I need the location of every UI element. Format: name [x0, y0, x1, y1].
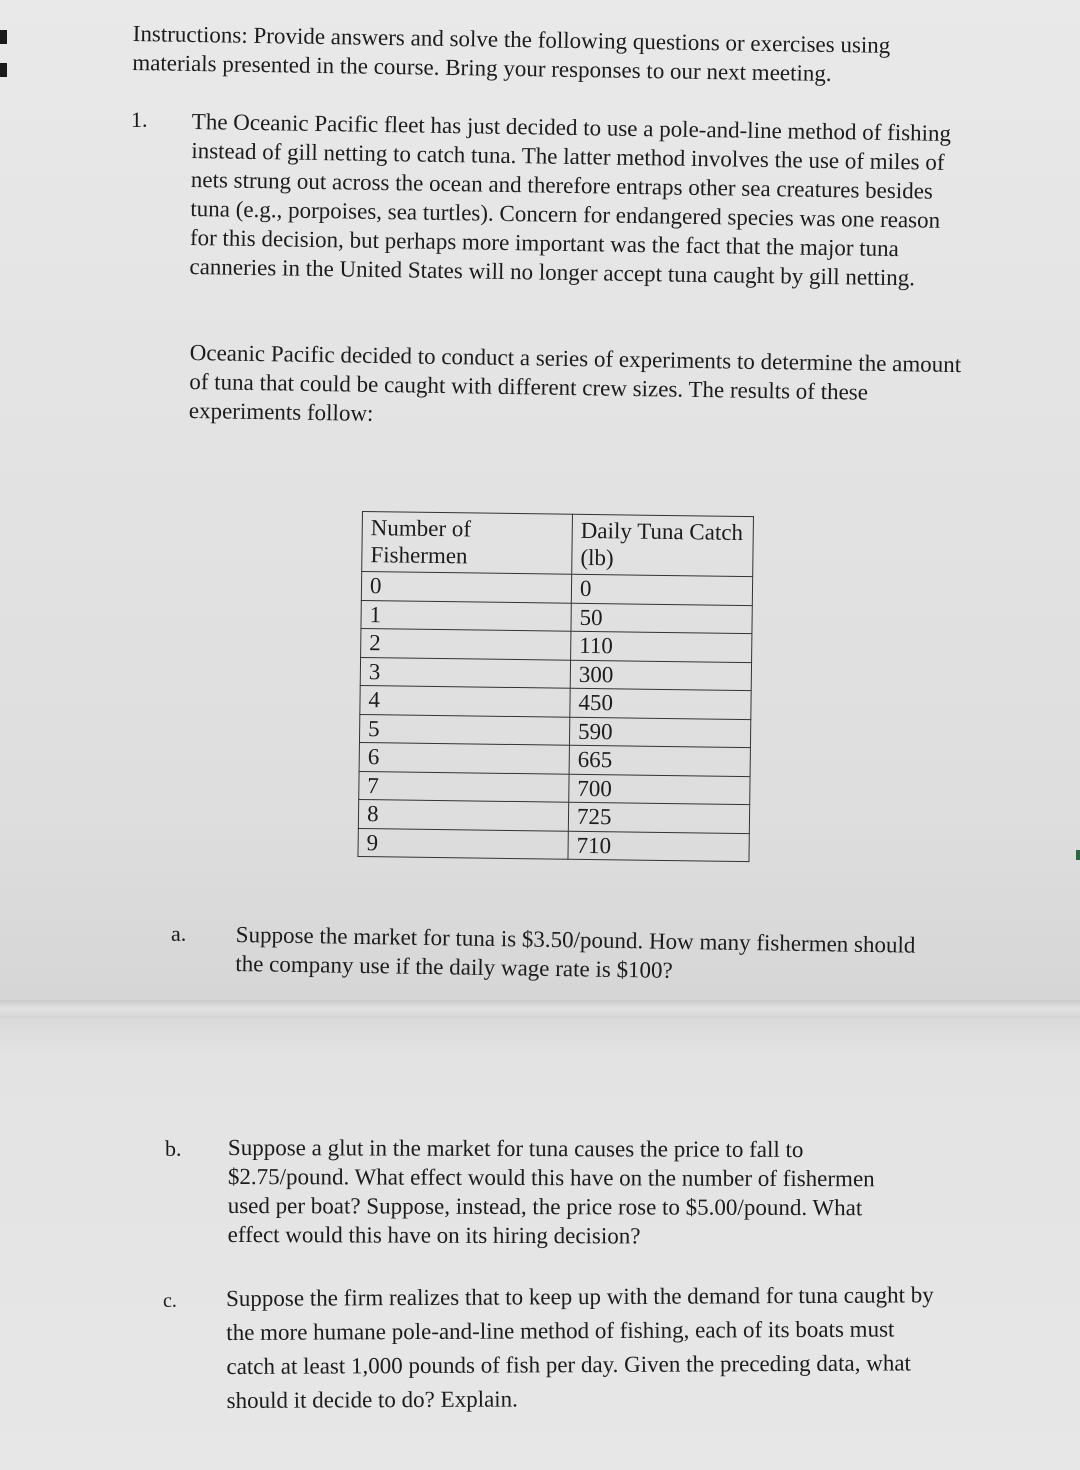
cell-fishermen: 3: [360, 657, 570, 688]
cell-catch: 50: [571, 603, 752, 634]
binder-mark: [0, 30, 7, 44]
cell-fishermen: 2: [361, 628, 571, 659]
cell-catch: 725: [568, 802, 749, 833]
binder-mark: [0, 63, 7, 77]
instructions-text: Instructions: Provide answers and solve the following questions or exercises using materials presented in the course. Bring your responses to our next meeting.: [132, 20, 891, 86]
cell-catch: 110: [571, 631, 752, 662]
catch-table-container: [357, 511, 753, 862]
cell-catch: 665: [569, 745, 750, 776]
question-a-label: a.: [171, 921, 187, 946]
question-c-label: c.: [163, 1290, 177, 1312]
question-b-text: Suppose a glut in the market for tuna causes the price to fall to $2.75/pound. What effect would this have on the number of fishermen used per boat? Suppose, instead, the price rose to $5.00/pound. What effect would this have on its hiring decision?: [227, 1135, 875, 1249]
cell-catch: 710: [568, 831, 749, 862]
cell-fishermen: 1: [361, 600, 571, 631]
cell-fishermen: 7: [359, 771, 569, 802]
table-row: [358, 828, 749, 862]
question-a-text: Suppose the market for tuna is $3.50/pound. How many fishermen should the company use if the daily wage rate is $100?: [235, 921, 916, 983]
edge-mark: [1076, 850, 1080, 860]
cell-catch: 450: [570, 688, 751, 719]
cell-catch: 0: [571, 574, 752, 605]
cell-fishermen: 5: [359, 714, 569, 745]
question-b-label: b.: [165, 1136, 182, 1161]
paper-fold: [0, 1000, 1080, 1018]
problem-number: 1.: [131, 107, 148, 132]
cell-catch: 300: [570, 660, 751, 691]
cell-catch: 700: [569, 774, 750, 805]
cell-fishermen: 8: [358, 799, 568, 830]
question-c-text: Suppose the firm realizes that to keep up with the demand for tuna caught by the more humane pole-and-line method of fishing, each of its boats must catch at least 1,000 pounds of fish per day. Given the preceding data, what should it decide to do? Explain.: [226, 1282, 934, 1413]
cell-fishermen: 6: [359, 742, 569, 773]
cell-fishermen: 0: [361, 572, 571, 603]
catch-table: [357, 511, 753, 862]
column-header-catch: Daily Tuna Catch (lb): [572, 514, 754, 576]
cell-fishermen: 4: [360, 685, 570, 716]
column-header-fishermen: Number of Fishermen: [362, 512, 573, 575]
problem-paragraph-2: Oceanic Pacific decided to conduct a series of experiments to determine the amount of tuna that could be caught with different crew sizes. The results of these experiments follow:: [188, 339, 962, 426]
problem-paragraph-1: The Oceanic Pacific fleet has just decided to use a pole-and-line method of fishing instead of gill netting to catch tuna. The latter method involves the use of miles of nets strung out across the ocean and therefore entraps other sea creatures besides tuna (e.g., porpoises, sea turtles). Concern for endangered species was one reason for this decision, but perhaps more important was the fact that the major tuna canneries in the United States will no longer accept tuna caught by gill netting.: [189, 108, 952, 291]
cell-catch: 590: [569, 717, 750, 748]
cell-fishermen: 9: [358, 828, 568, 859]
table-header-row: [362, 512, 754, 577]
